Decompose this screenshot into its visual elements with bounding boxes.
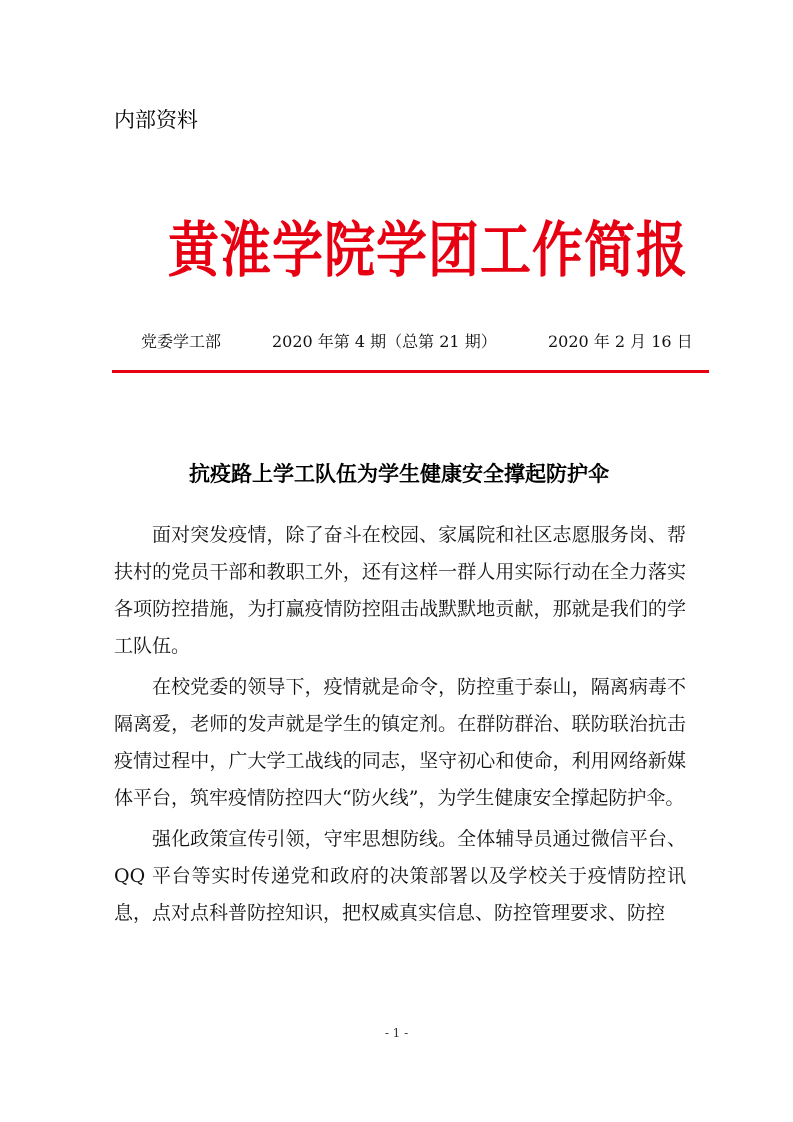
red-divider	[112, 370, 709, 373]
masthead-title: 黄淮学院学团工作简报	[168, 215, 689, 287]
issue-department: 党委学工部	[141, 332, 222, 351]
article-title: 抗疫路上学工队伍为学生健康安全撑起防护伞	[189, 461, 609, 486]
paragraph-3: 强化政策宣传引领，守牢思想防线。全体辅导员通过微信平台、QQ 平台等实时传递党和政府的决策部署以及学校关于疫情防控讯息，点对点科普防控知识，把权威真实信息、防控管理要求、防控	[114, 828, 686, 924]
paragraph-1: 面对突发疫情，除了奋斗在校园、家属院和社区志愿服务岗、帮扶村的党员干部和教职工外，还有这样一群人用实际行动在全力落实各项防控措施，为打赢疫情防控阻击战默默地贡献，那就是我们的学工队伍。	[114, 524, 686, 657]
page-number: - 1 -	[384, 1026, 409, 1040]
internal-material-label: 内部资料	[114, 108, 198, 132]
issue-number: 2020 年第 4 期（总第 21 期）	[272, 332, 497, 351]
issue-date: 2020 年 2 月 16 日	[548, 332, 693, 351]
paragraph-2: 在校党委的领导下，疫情就是命令，防控重于泰山，隔离病毒不隔离爱，老师的发声就是学生的镇定剂。在群防群治、联防联治抗击疫情过程中，广大学工战线的同志，坚守初心和使命，利用网络新媒体平台，筑牢疫情防控四大“防火线”，为学生健康安全撑起防护伞。	[114, 676, 686, 809]
article-body	[114, 517, 686, 936]
